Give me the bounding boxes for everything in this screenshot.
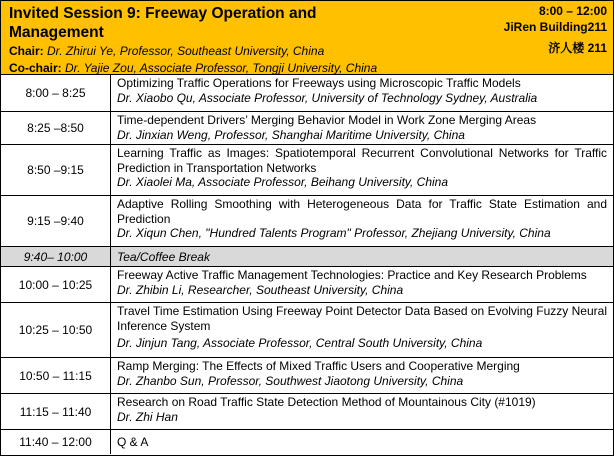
paper-title: Learning Traffic as Images: Spatiotemporal Recurrent Convolutional Networks for Traffic Prediction in Transportation Networks [117, 146, 607, 175]
venue-cn: 济人楼 211 [548, 41, 607, 55]
paper-title: Optimizing Traffic Operations for Freeways using Microscopic Traffic Models [117, 76, 521, 90]
row-content [111, 145, 613, 195]
paper-title: Adaptive Rolling Smoothing with Heterogeneous Data for Traffic State Estimation and Prediction [117, 197, 607, 226]
paper-title: Research on Road Traffic State Detection Method of Mountainous City (#1019) [117, 395, 536, 409]
table-row [1, 196, 613, 247]
row-content [111, 303, 613, 357]
row-time: 11:40 – 12:00 [1, 430, 111, 454]
paper-author: Dr. Xiqun Chen, "Hundred Talents Program" Professor, Zhejiang University, China [117, 226, 551, 240]
row-content [111, 394, 613, 429]
cochair-line [9, 61, 605, 76]
row-content [111, 267, 613, 302]
row-time: 8:25 –8:50 [1, 112, 111, 144]
table-row [1, 394, 613, 430]
session-header [1, 1, 613, 75]
cochair-name: Dr. Yajie Zou, Associate Professor, Tongji University, China [65, 61, 378, 75]
row-time: 11:15 – 11:40 [1, 394, 111, 429]
session-meta [504, 3, 607, 56]
paper-author: Dr. Jinjun Tang, Associate Professor, Central South University, China [117, 336, 483, 350]
row-time: 10:50 – 11:15 [1, 358, 111, 393]
cochair-label: Co-chair: [9, 61, 62, 75]
qa-label: Q & A [117, 435, 149, 450]
row-time: 8:50 –9:15 [1, 145, 111, 195]
row-content [111, 358, 613, 393]
table-row [1, 145, 613, 196]
table-row [1, 75, 613, 112]
row-time: 9:15 –9:40 [1, 196, 111, 246]
paper-author: Dr. Zhi Han [117, 409, 178, 424]
paper-author: Dr. Zhibin Li, Researcher, Southeast University, China [117, 282, 404, 297]
row-content [111, 112, 613, 144]
paper-title: Time-dependent Drivers’ Merging Behavior Model in Work Zone Merging Areas [117, 113, 537, 127]
break-label: Tea/Coffee Break [117, 249, 210, 264]
row-content [111, 75, 613, 111]
table-row [1, 112, 613, 145]
paper-title: Freeway Active Traffic Management Technologies: Practice and Key Research Problems [117, 268, 587, 282]
chair-name: Dr. Zhirui Ye, Professor, Southeast University, China [47, 44, 325, 58]
paper-author: Dr. Zhanbo Sun, Professor, Southwest Jiaotong University, China [117, 373, 464, 388]
row-time: 8:00 – 8:25 [1, 75, 111, 111]
session-title: Invited Session 9: Freeway Operation and Management [9, 5, 317, 41]
paper-author: Dr. Xiaolei Ma, Associate Professor, Beihang University, China [117, 175, 449, 189]
row-time: 9:40– 10:00 [1, 247, 111, 266]
row-time: 10:25 – 10:50 [1, 303, 111, 357]
table-row [1, 303, 613, 358]
row-time: 10:00 – 10:25 [1, 267, 111, 302]
chair-label: Chair: [9, 44, 44, 58]
session-time: 8:00 – 12:00 [538, 4, 607, 18]
schedule-rows [1, 75, 613, 454]
row-content [111, 196, 613, 246]
paper-author: Dr. Xiaobo Qu, Associate Professor, University of Technology Sydney, Australia [117, 90, 538, 105]
break-row [1, 247, 613, 267]
qa-row [1, 430, 613, 454]
paper-title: Ramp Merging: The Effects of Mixed Traffic Users and Cooperative Merging [117, 359, 520, 373]
table-row [1, 358, 613, 394]
table-row [1, 267, 613, 303]
paper-title: Travel Time Estimation Using Freeway Point Detector Data Based on Evolving Fuzzy Neural Inference System [117, 304, 607, 333]
venue-en: JiRen Building211 [503, 20, 607, 34]
paper-author: Dr. Jinxian Weng, Professor, Shanghai Maritime University, China [117, 127, 465, 142]
